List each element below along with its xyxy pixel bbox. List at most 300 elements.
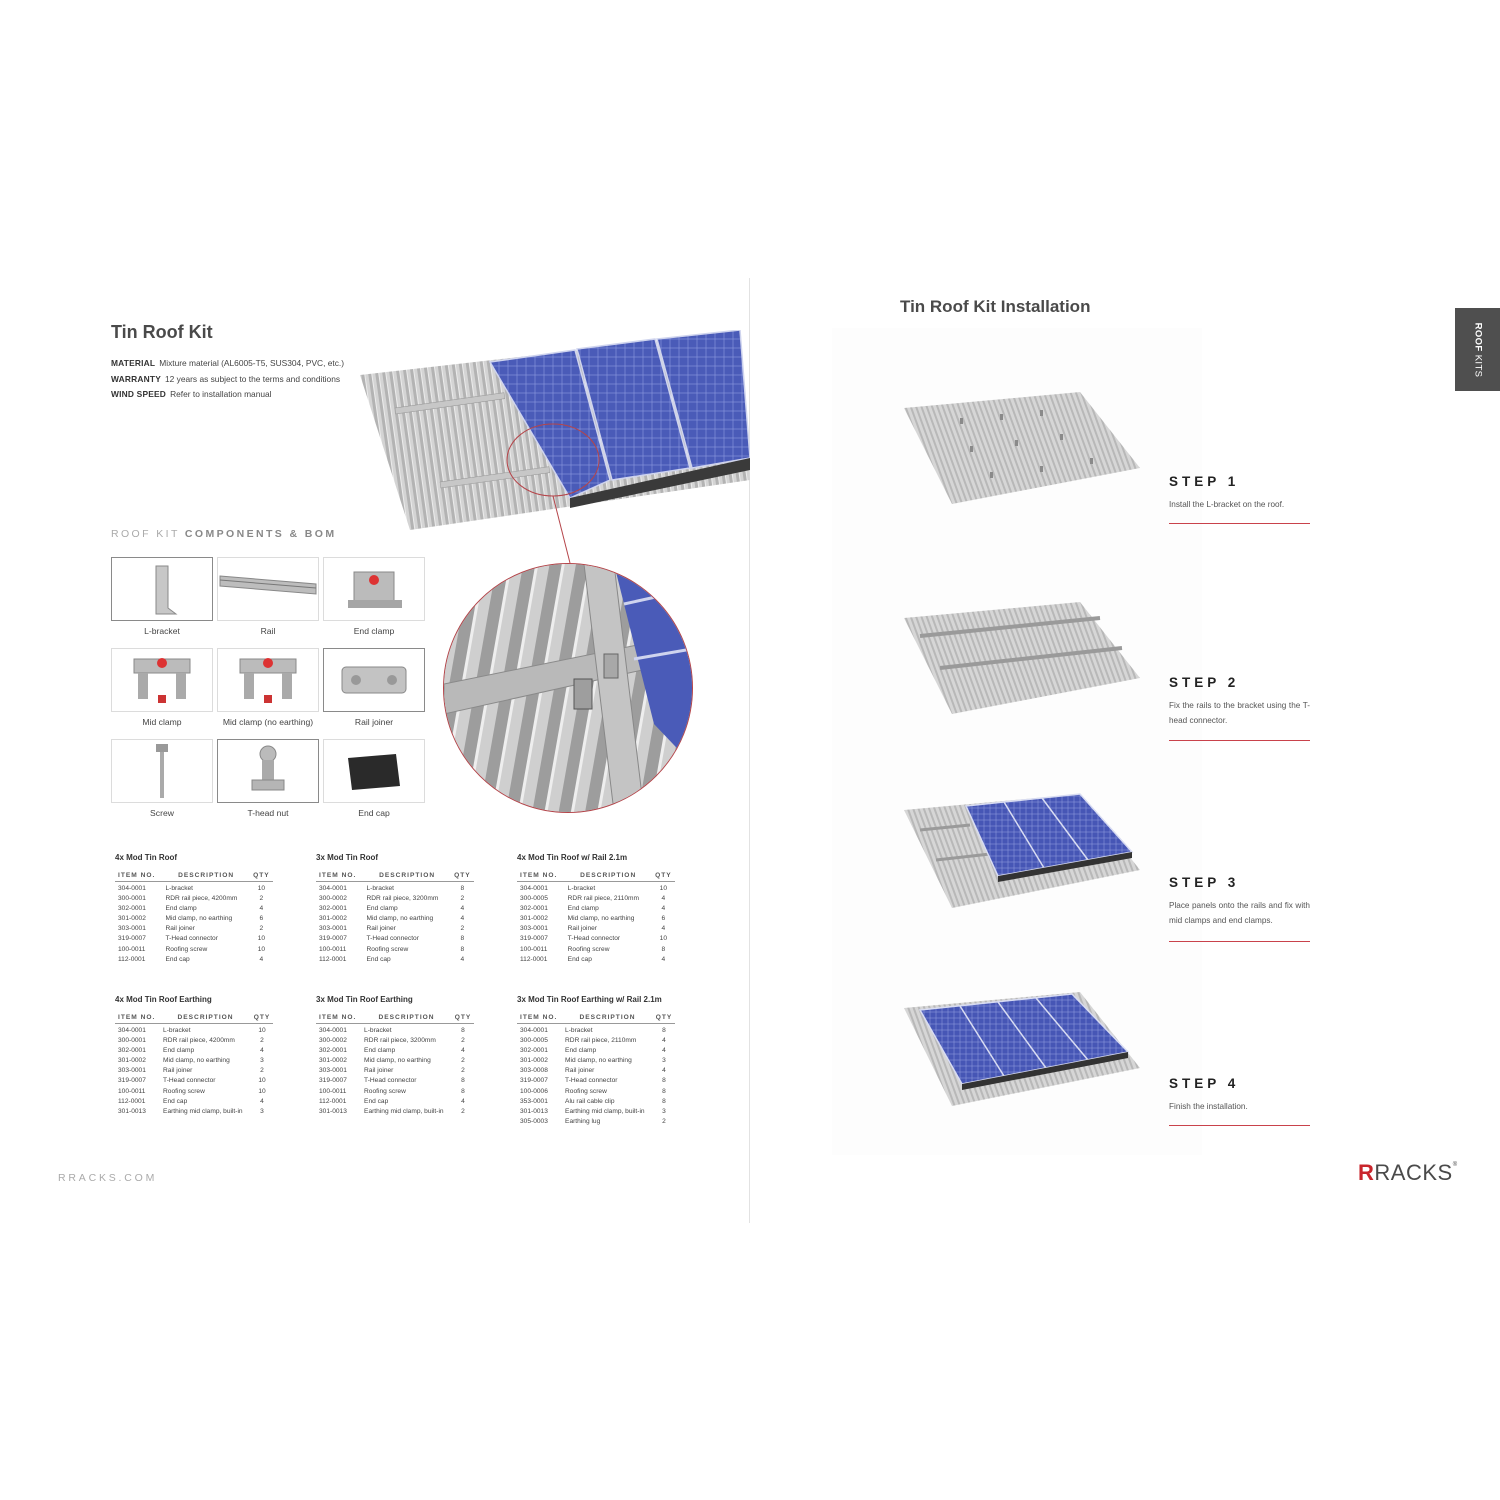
table-row	[517, 914, 675, 924]
bom-quantity: 4	[662, 1047, 666, 1055]
bom-header-qty: QTY	[250, 1012, 273, 1024]
bom-description: T-Head connector	[565, 1077, 618, 1085]
bom-table-title: 3x Mod Tin Roof Earthing w/ Rail 2.1m	[517, 995, 662, 1004]
step-1-text: Install the L-bracket on the roof.	[1169, 500, 1285, 509]
bom-table-title: 3x Mod Tin Roof Earthing	[316, 995, 413, 1004]
table-row	[115, 1036, 273, 1046]
component-caption: Rail	[260, 626, 276, 636]
bom-item-number: 302-0001	[319, 905, 347, 913]
bom-quantity: 4	[259, 955, 264, 963]
component-rail-joiner-image	[323, 648, 425, 712]
page-title: Tin Roof Kit	[111, 322, 213, 342]
bom-quantity: 10	[258, 1027, 266, 1034]
table-row	[316, 1046, 474, 1056]
bom-quantity: 3	[260, 1057, 264, 1065]
table-row	[316, 1076, 474, 1086]
detail-zoom-circle	[443, 563, 693, 813]
section-tab-roof-kits[interactable]	[1455, 308, 1500, 391]
bom-description: Rail joiner	[364, 1067, 394, 1075]
table-row	[517, 1076, 675, 1086]
bom-item-number: 300-0005	[520, 1037, 548, 1045]
bom-table-title: 3x Mod Tin Roof	[316, 853, 379, 862]
bom-item-number: 319-0007	[319, 1077, 347, 1085]
step-4-rule	[1169, 1125, 1310, 1126]
table-row	[316, 934, 474, 944]
bom-quantity: 2	[259, 925, 264, 933]
table-row	[316, 945, 474, 955]
bom-description: End cap	[364, 1097, 389, 1105]
step-2-text: Fix the rails to the bracket using the T-head connector.	[1169, 701, 1310, 725]
bom-description: L-bracket	[567, 885, 596, 892]
bom-item-number: 302-0001	[319, 1047, 347, 1055]
bom-quantity: 10	[659, 885, 668, 892]
bom-quantity: 8	[460, 885, 465, 892]
bom-header-item: ITEM NO.	[316, 1012, 361, 1024]
bom-description: RDR rail piece, 4200mm	[163, 1037, 235, 1045]
bom-quantity: 3	[260, 1107, 264, 1115]
bom-table-grid	[115, 870, 273, 965]
spec-label: WIND SPEED	[111, 389, 167, 399]
logo-rest: RACKS	[1374, 1160, 1453, 1185]
rracks-logo	[1358, 1160, 1458, 1186]
bom-item-number: 304-0001	[520, 1027, 548, 1034]
bom-quantity: 4	[460, 955, 465, 963]
table-row	[115, 904, 273, 914]
logo-mark: ®	[1452, 1162, 1458, 1168]
bom-table-title: 4x Mod Tin Roof	[115, 853, 178, 862]
bom-description: End clamp	[364, 1047, 396, 1055]
spec-label: MATERIAL	[111, 358, 156, 368]
bom-description: End cap	[163, 1097, 188, 1105]
bom-table-title: 4x Mod Tin Roof Earthing	[115, 995, 212, 1004]
bom-quantity: 2	[260, 1037, 264, 1045]
component-end-clamp-image	[323, 557, 425, 621]
bom-item-number: 319-0007	[520, 935, 548, 943]
bom-description: Mid clamp, no earthing	[366, 915, 434, 923]
table-row	[115, 882, 273, 895]
table-row	[316, 882, 474, 895]
step-3-text: Place panels onto the rails and fix with mid clamps and end clamps.	[1169, 901, 1310, 925]
table-row	[316, 914, 474, 924]
bom-item-number: 301-0002	[319, 1057, 347, 1065]
bom-quantity: 10	[257, 945, 266, 953]
bom-description: Roofing screw	[567, 945, 610, 953]
bom-quantity: 8	[662, 1027, 666, 1034]
bom-description: Rail joiner	[565, 1067, 595, 1075]
table-row	[115, 934, 273, 944]
bom-description: RDR rail piece, 2110mm	[567, 895, 640, 903]
bom-quantity: 2	[461, 1037, 465, 1045]
bom-quantity: 10	[257, 935, 266, 943]
bom-item-number: 301-0002	[520, 915, 548, 923]
table-row	[115, 1097, 273, 1107]
bom-table-grid	[115, 1012, 273, 1117]
bom-header-qty: QTY	[249, 870, 273, 882]
table-row	[316, 1087, 474, 1097]
bom-description: Rail joiner	[165, 925, 195, 933]
component-end-cap-image	[323, 739, 425, 803]
table-row	[517, 1056, 675, 1066]
bom-description: RDR rail piece, 2110mm	[565, 1037, 637, 1045]
bom-header-description: DESCRIPTION	[163, 870, 249, 882]
bom-item-number: 302-0001	[118, 905, 146, 913]
bom-quantity: 8	[460, 945, 465, 953]
table-row	[316, 904, 474, 914]
bom-description: Mid clamp, no earthing	[165, 915, 233, 923]
spec-warranty	[111, 374, 340, 384]
bom-description: End clamp	[565, 1047, 597, 1055]
table-row	[316, 955, 474, 965]
bom-header-item: ITEM NO.	[115, 870, 163, 882]
bom-table-title: 4x Mod Tin Roof w/ Rail 2.1m	[517, 853, 628, 862]
table-row	[115, 894, 273, 904]
bom-item-number: 301-0013	[118, 1107, 146, 1115]
bom-quantity: 3	[662, 1107, 666, 1115]
spec-label: WARRANTY	[111, 374, 161, 384]
bom-header-description: DESCRIPTION	[361, 1012, 451, 1024]
component-screw-image	[111, 739, 213, 803]
bom-header-description: DESCRIPTION	[160, 1012, 250, 1024]
step-1-rule	[1169, 523, 1310, 524]
table-row	[316, 1066, 474, 1076]
bom-quantity: 2	[260, 1067, 264, 1075]
bom-header-qty: QTY	[451, 1012, 474, 1024]
component-caption: End cap	[358, 808, 390, 818]
bom-quantity: 8	[461, 1077, 465, 1085]
component-rail-image	[217, 557, 319, 621]
table-row	[115, 1107, 273, 1117]
bom-header-description: DESCRIPTION	[364, 870, 450, 882]
table-row	[316, 894, 474, 904]
component-caption: Rail joiner	[354, 717, 394, 727]
bom-description: T-Head connector	[567, 935, 621, 943]
installation-title: Tin Roof Kit Installation	[900, 297, 1091, 316]
bom-item-number: 303-0001	[118, 1067, 146, 1075]
table-row	[316, 1024, 474, 1037]
bom-description: Roofing screw	[165, 945, 208, 953]
bom-description: Mid clamp, no earthing	[567, 915, 635, 923]
section-label	[111, 528, 337, 540]
bom-item-number: 302-0001	[520, 1047, 548, 1055]
table-row	[115, 945, 273, 955]
website-url: RRACKS.COM	[58, 1172, 158, 1184]
bom-item-number: 112-0001	[319, 955, 347, 963]
bom-item-number: 319-0007	[520, 1077, 548, 1085]
bom-item-number: 303-0001	[319, 925, 347, 933]
bom-quantity: 2	[460, 925, 465, 933]
table-row	[517, 1024, 675, 1037]
bom-item-number: 100-0006	[520, 1087, 548, 1095]
table-row	[517, 894, 675, 904]
bom-description: L-bracket	[366, 885, 394, 892]
bom-item-number: 112-0001	[319, 1097, 347, 1105]
bom-description: End cap	[366, 955, 391, 963]
bom-description: Roofing screw	[565, 1087, 607, 1095]
bom-header-item: ITEM NO.	[115, 1012, 160, 1024]
bom-item-number: 304-0001	[118, 885, 146, 892]
bom-quantity: 8	[460, 935, 465, 943]
table-row	[517, 934, 675, 944]
bom-item-number: 302-0001	[118, 1047, 146, 1055]
table-row	[115, 914, 273, 924]
bom-quantity: 8	[662, 1077, 666, 1085]
bom-description: End clamp	[165, 905, 197, 913]
table-row	[517, 1036, 675, 1046]
step-3-image	[900, 790, 1144, 920]
bom-quantity: 4	[661, 905, 666, 913]
bom-item-number: 303-0001	[520, 925, 548, 933]
bom-quantity: 4	[661, 925, 666, 933]
bom-table	[115, 995, 273, 1117]
logo-r: R	[1358, 1160, 1375, 1185]
bom-description: Rail joiner	[366, 925, 396, 933]
bom-header-qty: QTY	[652, 1012, 675, 1024]
bom-item-number: 301-0002	[118, 1057, 146, 1065]
table-row	[115, 1056, 273, 1066]
bom-item-number: 100-0011	[319, 945, 347, 953]
bom-description: End cap	[165, 955, 190, 963]
bom-description: Earthing mid clamp, built-in	[163, 1107, 243, 1115]
bom-item-number: 301-0013	[319, 1107, 347, 1115]
spec-value: 12 years as subject to the terms and conditions	[165, 374, 341, 384]
bom-description: L-bracket	[163, 1027, 191, 1034]
bom-table	[115, 853, 273, 965]
bom-item-number: 303-0001	[118, 925, 146, 933]
bom-table	[517, 995, 675, 1127]
bom-header-item: ITEM NO.	[316, 870, 364, 882]
table-row	[115, 1087, 273, 1097]
step-1-image	[900, 380, 1144, 510]
bom-quantity: 4	[460, 905, 465, 913]
bom-quantity: 3	[662, 1057, 666, 1065]
component-caption: L-bracket	[144, 626, 180, 636]
bom-description: T-Head connector	[165, 935, 218, 943]
bom-item-number: 300-0002	[319, 895, 347, 903]
table-row	[517, 1066, 675, 1076]
component-mid-clamp-no-earthing-image	[217, 648, 319, 712]
component-caption: Mid clamp (no earthing)	[222, 717, 314, 727]
bom-header-item: ITEM NO.	[517, 870, 565, 882]
bom-table-grid	[316, 1012, 474, 1117]
table-row	[517, 1097, 675, 1107]
bom-item-number: 300-0002	[319, 1037, 347, 1045]
table-row	[115, 1024, 273, 1037]
bom-description: Roofing screw	[364, 1087, 406, 1095]
table-row	[517, 955, 675, 965]
bom-description: T-Head connector	[366, 935, 419, 943]
bom-quantity: 4	[661, 955, 666, 963]
step-3-rule	[1169, 941, 1310, 942]
table-row	[316, 1056, 474, 1066]
bom-item-number: 304-0001	[118, 1027, 146, 1034]
bom-item-number: 305-0003	[520, 1117, 548, 1125]
table-row	[316, 1036, 474, 1046]
table-row	[517, 945, 675, 955]
bom-description: Earthing mid clamp, built-in	[565, 1107, 645, 1115]
bom-quantity: 8	[461, 1027, 465, 1034]
bom-item-number: 319-0007	[118, 935, 146, 943]
bom-item-number: 303-0001	[319, 1067, 347, 1075]
component-mid-clamp-image	[111, 648, 213, 712]
bom-item-number: 100-0011	[118, 1087, 146, 1095]
step-2-rule	[1169, 740, 1310, 741]
bom-table-grid	[316, 870, 474, 965]
bom-quantity: 10	[257, 885, 266, 892]
table-row	[115, 1066, 273, 1076]
bom-quantity: 4	[460, 915, 465, 923]
section-label-bold: COMPONENTS & BOM	[184, 528, 337, 540]
bom-quantity: 10	[258, 1087, 266, 1095]
bom-item-number: 304-0001	[520, 885, 548, 892]
bom-description: L-bracket	[364, 1027, 392, 1034]
bom-quantity: 4	[260, 1047, 264, 1055]
bom-item-number: 353-0001	[520, 1097, 548, 1105]
component-caption: T-head nut	[247, 808, 289, 818]
component-caption: Mid clamp	[142, 717, 182, 727]
bom-item-number: 300-0001	[118, 1037, 146, 1045]
step-3-label: STEP 3	[1169, 875, 1240, 890]
bom-quantity: 6	[259, 915, 264, 923]
bom-quantity: 4	[259, 905, 264, 913]
component-caption: End clamp	[353, 626, 395, 636]
tab-bold: ROOF	[1472, 322, 1483, 352]
bom-table	[517, 853, 675, 965]
table-row	[115, 1076, 273, 1086]
spec-wind-speed	[111, 389, 272, 399]
step-4-label: STEP 4	[1169, 1076, 1240, 1091]
bom-item-number: 301-0002	[319, 915, 347, 923]
step-4-text: Finish the installation.	[1169, 1102, 1248, 1111]
bom-description: Earthing lug	[565, 1117, 601, 1125]
bom-header-description: DESCRIPTION	[562, 1012, 652, 1024]
bom-item-number: 304-0001	[319, 885, 347, 892]
bom-item-number: 112-0001	[520, 955, 548, 963]
bom-description: End clamp	[366, 905, 398, 913]
bom-quantity: 4	[662, 1037, 666, 1045]
bom-description: Alu rail cable clip	[565, 1097, 615, 1105]
zoom-leader-line	[430, 420, 730, 580]
component-t-head-nut-image	[217, 739, 319, 803]
bom-quantity: 10	[659, 935, 668, 943]
component-caption: Screw	[150, 808, 174, 818]
table-row	[316, 1107, 474, 1117]
table-row	[517, 1087, 675, 1097]
spec-value: Mixture material (AL6005-T5, SUS304, PVC, etc.)	[159, 358, 345, 368]
bom-table-grid	[517, 1012, 675, 1127]
table-row	[316, 1097, 474, 1107]
section-label-light: ROOF KIT	[111, 528, 180, 540]
bom-quantity: 4	[461, 1097, 465, 1105]
bom-quantity: 2	[259, 895, 264, 903]
bom-description: End clamp	[567, 905, 599, 913]
bom-item-number: 112-0001	[118, 1097, 146, 1105]
bom-quantity: 6	[661, 915, 666, 923]
table-row	[517, 1107, 675, 1117]
table-row	[115, 924, 273, 934]
step-2-label: STEP 2	[1169, 675, 1240, 690]
bom-description: Mid clamp, no earthing	[565, 1057, 632, 1065]
bom-item-number: 301-0002	[118, 915, 146, 923]
bom-item-number: 301-0002	[520, 1057, 548, 1065]
bom-description: Rail joiner	[567, 925, 597, 933]
bom-description: RDR rail piece, 3200mm	[364, 1037, 436, 1045]
spec-material	[111, 358, 344, 368]
table-row	[517, 924, 675, 934]
step-1-label: STEP 1	[1169, 474, 1240, 489]
table-row	[115, 1046, 273, 1056]
bom-table	[316, 853, 474, 965]
bom-table-grid	[517, 870, 675, 965]
bom-description: RDR rail piece, 4200mm	[165, 895, 238, 903]
bom-quantity: 8	[461, 1087, 465, 1095]
bom-description: Mid clamp, no earthing	[163, 1057, 230, 1065]
bom-description: T-Head connector	[163, 1077, 216, 1085]
bom-item-number: 100-0011	[520, 945, 548, 953]
bom-item-number: 300-0005	[520, 895, 548, 903]
bom-item-number: 100-0011	[319, 1087, 347, 1095]
bom-quantity: 2	[461, 1057, 465, 1065]
bom-description: Roofing screw	[163, 1087, 205, 1095]
table-row	[517, 1046, 675, 1056]
bom-description: T-Head connector	[364, 1077, 417, 1085]
bom-description: End clamp	[163, 1047, 195, 1055]
table-row	[115, 955, 273, 965]
bom-item-number: 303-0008	[520, 1067, 548, 1075]
spec-value: Refer to installation manual	[170, 389, 272, 399]
table-row	[517, 882, 675, 895]
bom-item-number: 301-0013	[520, 1107, 548, 1115]
bom-item-number: 100-0011	[118, 945, 146, 953]
bom-quantity: 2	[461, 1067, 465, 1075]
bom-quantity: 4	[260, 1097, 264, 1105]
step-4-image	[900, 988, 1144, 1118]
bom-item-number: 319-0007	[319, 935, 347, 943]
bom-quantity: 8	[661, 945, 666, 953]
bom-quantity: 4	[461, 1047, 465, 1055]
step-2-image	[900, 590, 1144, 720]
bom-description: Earthing mid clamp, built-in	[364, 1107, 444, 1115]
bom-item-number: 302-0001	[520, 905, 548, 913]
bom-quantity: 8	[662, 1097, 666, 1105]
bom-quantity: 10	[258, 1077, 266, 1085]
bom-header-qty: QTY	[651, 870, 675, 882]
bom-description: End cap	[567, 955, 592, 963]
bom-quantity: 2	[461, 1107, 465, 1115]
table-row	[517, 904, 675, 914]
bom-header-description: DESCRIPTION	[565, 870, 651, 882]
bom-quantity: 2	[662, 1117, 666, 1125]
bom-quantity: 8	[662, 1087, 666, 1095]
table-row	[517, 1117, 675, 1127]
bom-quantity: 4	[661, 895, 666, 903]
tab-light: KITS	[1472, 354, 1483, 377]
bom-item-number: 304-0001	[319, 1027, 347, 1034]
bom-table	[316, 995, 474, 1117]
bom-description: Rail joiner	[163, 1067, 193, 1075]
bom-description: RDR rail piece, 3200mm	[366, 895, 439, 903]
bom-description: Roofing screw	[366, 945, 409, 953]
bom-quantity: 2	[460, 895, 465, 903]
bom-item-number: 319-0007	[118, 1077, 146, 1085]
component-l-bracket-image	[111, 557, 213, 621]
bom-description: L-bracket	[565, 1027, 593, 1034]
bom-item-number: 300-0001	[118, 895, 146, 903]
bom-description: L-bracket	[165, 885, 193, 892]
bom-description: Mid clamp, no earthing	[364, 1057, 431, 1065]
bom-header-item: ITEM NO.	[517, 1012, 562, 1024]
bom-item-number: 112-0001	[118, 955, 146, 963]
table-row	[316, 924, 474, 934]
